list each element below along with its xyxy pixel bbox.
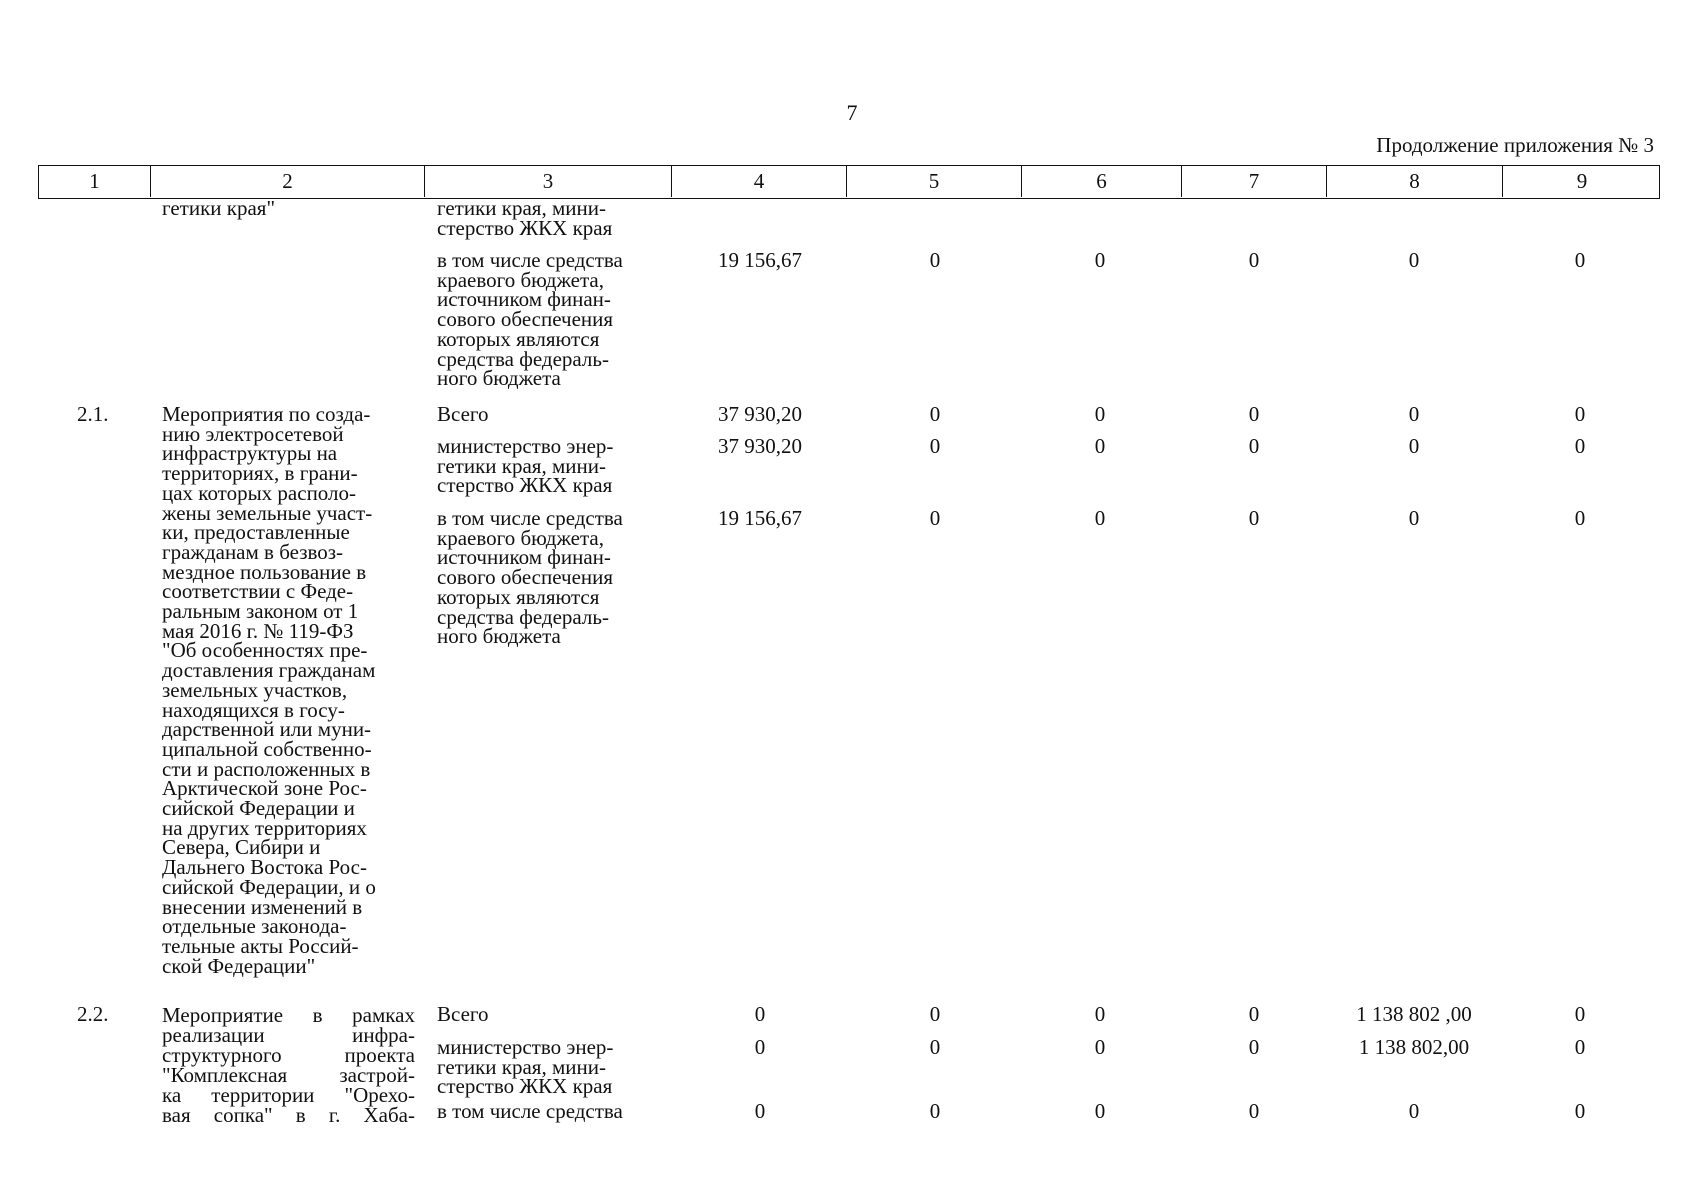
item-title-line: ки, предоставленные: [162, 520, 350, 545]
fragment-row-col3-text-line: средства федераль-: [437, 346, 609, 371]
item-number-line: 2.1.: [77, 402, 109, 426]
item-title-line: инфраструктуры на: [162, 441, 338, 466]
value-col-6: 0: [1094, 434, 1106, 458]
item-title-line: ка территории "Орехо-: [162, 1083, 415, 1107]
fragment-row-col3-text-line: сового обеспечения: [437, 307, 614, 332]
row-label-line: средства федераль-: [437, 604, 609, 629]
row-label-line: в том числе средства: [437, 506, 623, 530]
row-label-line: стерство ЖКХ края: [437, 473, 613, 498]
header-col-9: 9: [1576, 169, 1588, 193]
value-col-9: 0: [1574, 402, 1586, 426]
value-col-5: 0: [929, 434, 941, 458]
value-col-6: 0: [1094, 1099, 1106, 1123]
item-number: [77, 1002, 109, 1026]
item-title-line: гражданам в безвоз-: [162, 539, 344, 564]
row-label-line: ного бюджета: [437, 624, 561, 649]
value-col-6: 0: [1094, 1002, 1106, 1026]
item-title-line: доставления гражданам: [162, 658, 376, 683]
fragment-col3-text: [437, 196, 613, 240]
fragment-col3-text-line: гетики края, мини-: [437, 196, 606, 220]
item-title-line: мездное пользование в: [162, 559, 367, 584]
row-label: [437, 402, 489, 426]
item-title-line: отдельные законода-: [162, 914, 347, 939]
fragment-row-col3-text-line: которых являются: [437, 326, 600, 351]
header-col-1: 1: [39, 166, 151, 197]
value-col-4: 0: [754, 1035, 766, 1059]
item-title-line: мая 2016 г. № 119-ФЗ: [162, 618, 354, 643]
row-label-line: которых являются: [437, 584, 600, 609]
value-col-8: 1 138 802 ,00: [1356, 1002, 1472, 1026]
row-label: [437, 434, 614, 498]
item-title-line: Мероприятие в рамках: [162, 1003, 415, 1027]
row-label-line: гетики края, мини-: [437, 453, 606, 478]
item-number: [77, 402, 109, 426]
item-title-line: тельные акты Россий-: [162, 933, 359, 958]
item-title-line: сти и расположенных в: [162, 756, 371, 781]
item-title-line: структурного проекта: [162, 1043, 415, 1067]
fragment-row-col3-text: [437, 248, 623, 391]
fragment-row-col3-text-line: краевого бюджета,: [437, 267, 605, 292]
item-title-line: Арктической зоне Рос-: [162, 776, 367, 801]
value-col-8: 0: [1408, 402, 1420, 426]
value-col-4: 0: [754, 1099, 766, 1123]
page-number: 7: [846, 100, 858, 125]
value-col-5: 0: [929, 1099, 941, 1123]
value-col-6: 0: [1094, 1035, 1106, 1059]
item-title-line: цах которых располо-: [162, 480, 357, 505]
item-title-line: нию электросетевой: [162, 421, 344, 446]
value-col-6: 0: [1094, 248, 1106, 272]
value-col-8: 0: [1408, 1099, 1420, 1123]
item-title-line: "Об особенностях пре-: [162, 638, 368, 663]
item-title: [162, 1005, 415, 1125]
value-col-7: 0: [1248, 1035, 1260, 1059]
fragment-col2-text: [162, 196, 276, 220]
item-title-line: земельных участков,: [162, 677, 348, 702]
value-col-4: 0: [754, 1002, 766, 1026]
row-label: [437, 1002, 489, 1026]
value-col-7: 0: [1248, 1002, 1260, 1026]
item-title-line: "Комплексная застрой-: [162, 1063, 415, 1087]
continuation-label: Продолжение приложения № 3: [1376, 133, 1654, 157]
value-col-7: 0: [1248, 434, 1260, 458]
value-col-4: 37 930,20: [718, 434, 802, 458]
row-label-line: в том числе средства: [437, 1099, 623, 1123]
item-title-line: ральным законом от 1: [162, 599, 359, 624]
value-col-8: 0: [1408, 248, 1420, 272]
item-title: [162, 402, 376, 978]
row-label-line: гетики края, мини-: [437, 1054, 606, 1079]
item-title-line: ской Федерации": [162, 953, 316, 978]
item-title-line: находящихся в госу-: [162, 697, 345, 722]
value-col-6: 0: [1094, 506, 1106, 530]
item-title-line: Мероприятия по созда-: [162, 402, 371, 426]
value-col-7: 0: [1248, 506, 1260, 530]
value-col-9: 0: [1574, 248, 1586, 272]
header-col-7: 7: [1182, 166, 1327, 197]
value-col-9: 0: [1574, 1002, 1586, 1026]
item-title-line: дарственной или муни-: [162, 717, 372, 742]
row-label: [437, 1035, 614, 1099]
value-col-5: 0: [929, 506, 941, 530]
value-col-7: 0: [1248, 1099, 1260, 1123]
item-title-line: сийской Федерации, и о: [162, 874, 376, 899]
value-col-8: 0: [1408, 506, 1420, 530]
item-number-line: 2.2.: [77, 1002, 109, 1026]
item-title-line: реализации инфра-: [162, 1023, 415, 1047]
row-label-line: стерство ЖКХ края: [437, 1074, 613, 1099]
header-col-6: 6: [1022, 166, 1182, 197]
item-title-line: сийской Федерации и: [162, 796, 355, 821]
value-col-4: 19 156,67: [718, 506, 802, 530]
item-title-line: территориях, в грани-: [162, 461, 358, 486]
header-col-2: 2: [151, 166, 425, 197]
item-title-line: Севера, Сибири и: [162, 835, 321, 860]
row-label-line: Всего: [437, 402, 489, 426]
table-header-row: [38, 165, 1660, 199]
item-title-line: на других территориях: [162, 815, 367, 840]
header-col-3: 3: [425, 166, 672, 197]
row-label-line: источником финан-: [437, 545, 611, 570]
item-title-line: вая сопка" в г. Хаба-: [162, 1103, 415, 1127]
value-col-7: 0: [1248, 248, 1260, 272]
value-col-8: 1 138 802,00: [1358, 1035, 1470, 1059]
fragment-row-col3-text-line: ного бюджета: [437, 366, 561, 391]
value-col-9: 0: [1574, 434, 1586, 458]
fragment-col2-text-line: гетики края": [162, 196, 276, 220]
row-label: [437, 1099, 623, 1123]
fragment-row-col3-text-line: в том числе средства: [437, 248, 623, 272]
header-col-8: 8: [1327, 166, 1503, 197]
item-title-line: внесении изменений в: [162, 894, 363, 919]
value-col-8: 0: [1408, 434, 1420, 458]
value-col-5: 0: [929, 1002, 941, 1026]
row-label: [437, 506, 623, 649]
item-title-line: ципальной собственно-: [162, 736, 372, 761]
item-title-line: жены земельные участ-: [162, 500, 373, 525]
row-label-line: краевого бюджета,: [437, 525, 605, 550]
fragment-col3-text-line: стерство ЖКХ края: [437, 215, 613, 240]
value-col-5: 0: [929, 248, 941, 272]
header-col-4: 4: [672, 166, 847, 197]
value-col-9: 0: [1574, 506, 1586, 530]
item-title-line: Дальнего Востока Рос-: [162, 855, 367, 880]
header-col-5: 5: [847, 166, 1022, 197]
value-col-4: 19 156,67: [718, 248, 802, 272]
value-col-6: 0: [1094, 402, 1106, 426]
value-col-4: 37 930,20: [718, 402, 802, 426]
row-label-line: министерство энер-: [437, 1035, 614, 1059]
row-label-line: сового обеспечения: [437, 565, 614, 590]
row-label-line: министерство энер-: [437, 434, 614, 458]
value-col-5: 0: [929, 402, 941, 426]
fragment-row-col3-text-line: источником финан-: [437, 287, 611, 312]
row-label-line: Всего: [437, 1002, 489, 1026]
value-col-5: 0: [929, 1035, 941, 1059]
value-col-7: 0: [1248, 402, 1260, 426]
value-col-9: 0: [1574, 1099, 1586, 1123]
value-col-9: 0: [1574, 1035, 1586, 1059]
item-title-line: соответствии с Феде-: [162, 579, 354, 604]
